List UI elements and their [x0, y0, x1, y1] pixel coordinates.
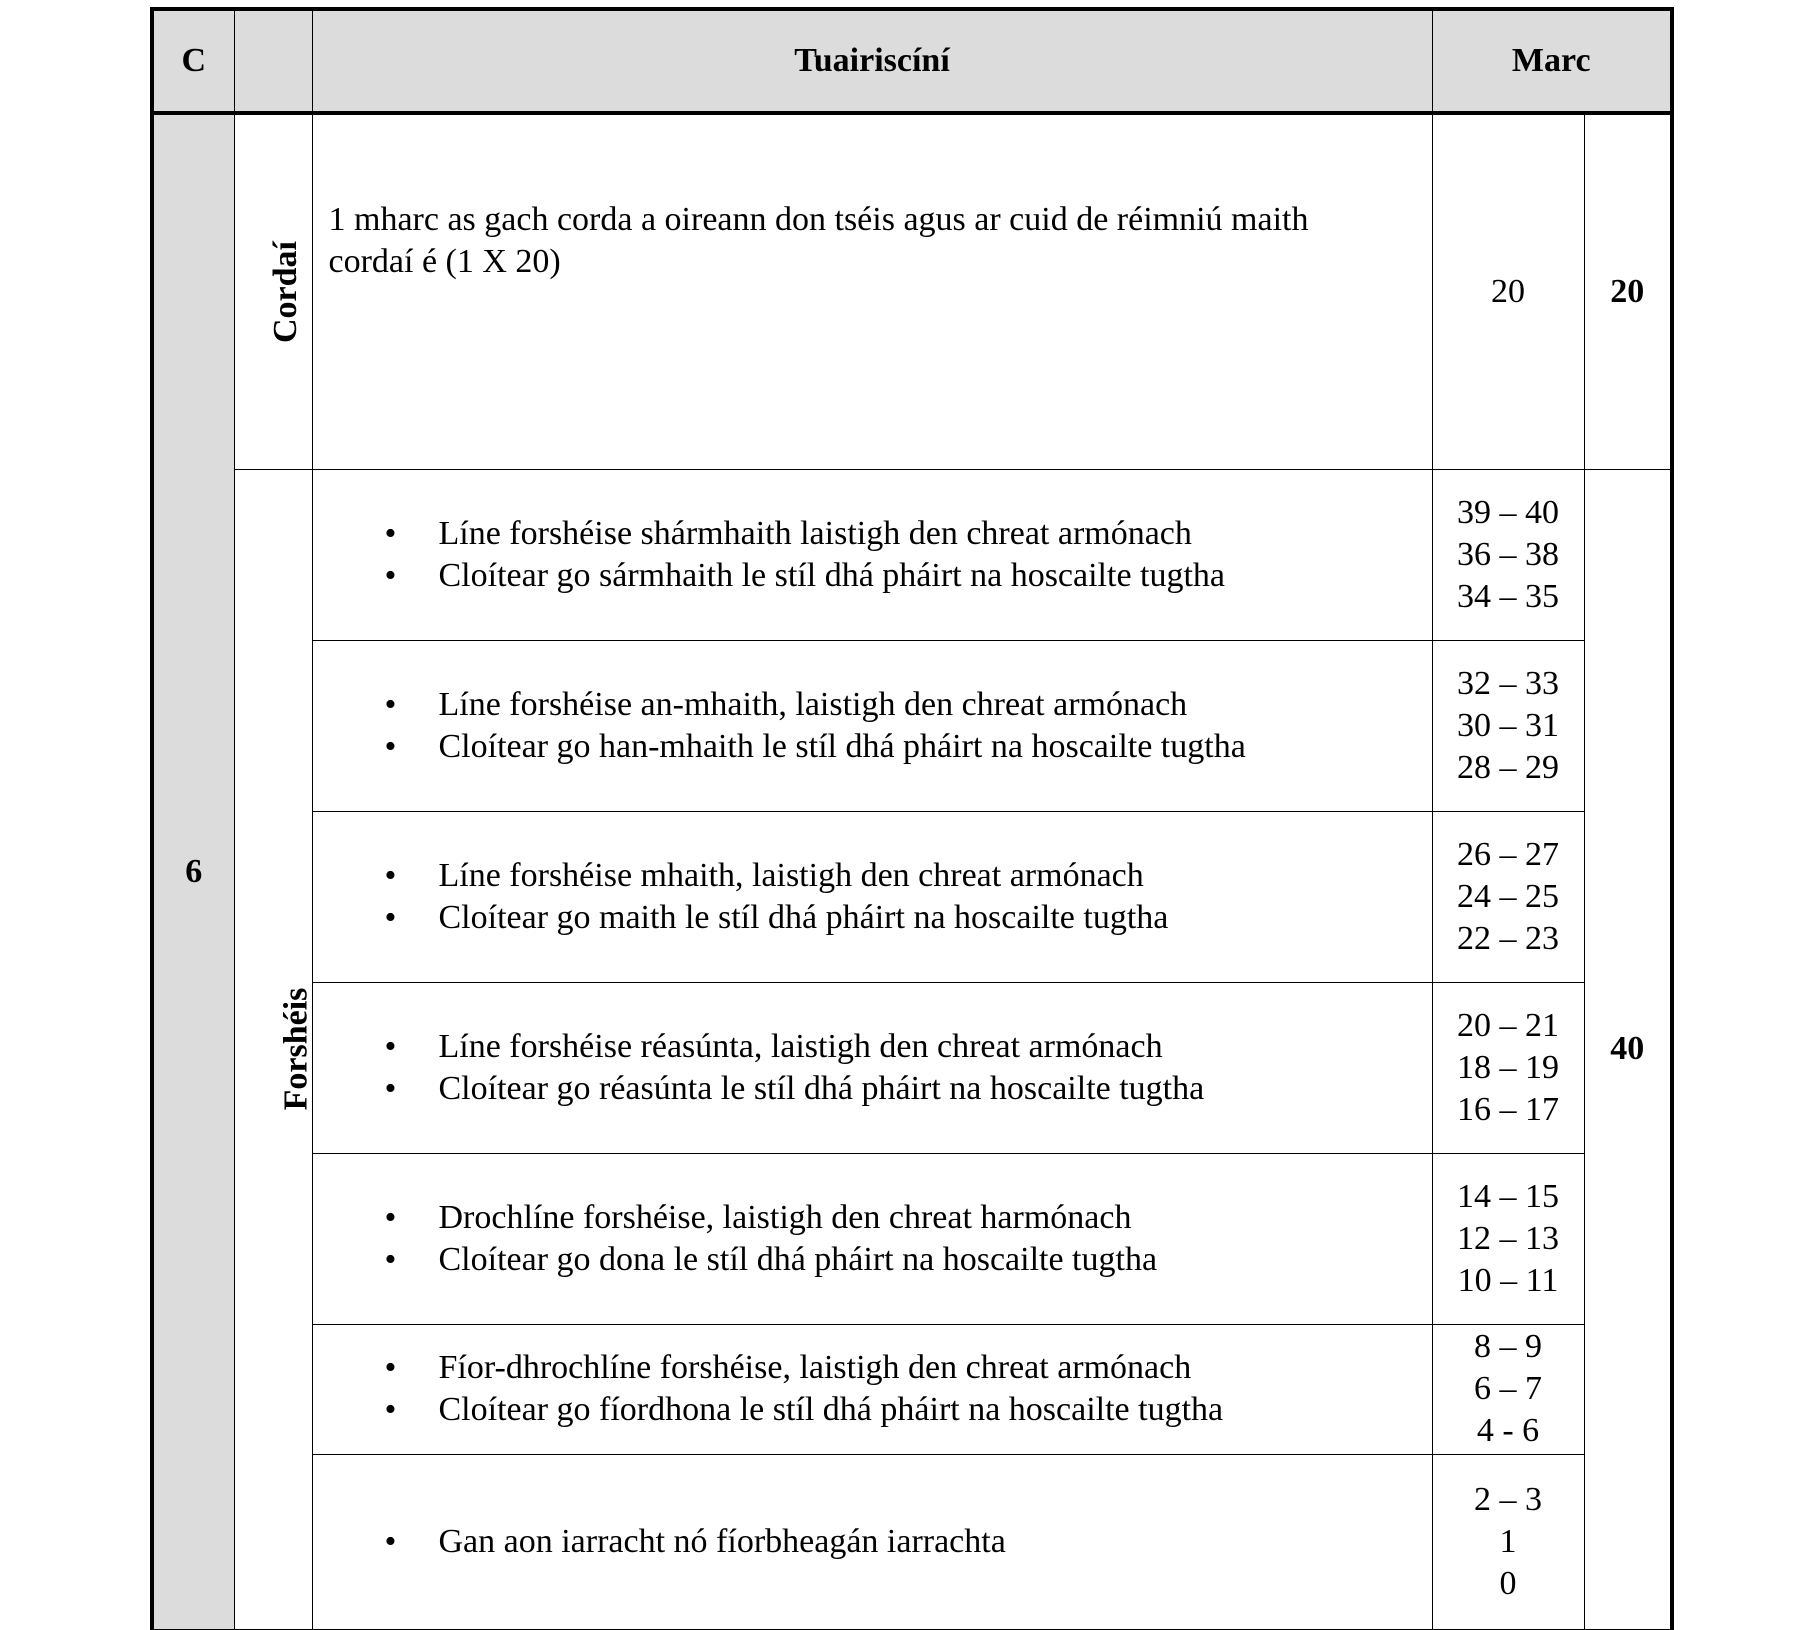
list-item: • Líne forshéise an-mhaith, laistigh den chreat armónach [439, 684, 1432, 726]
description-cell [312, 469, 1432, 640]
list-item: • Cloítear go réasúnta le stíl dhá pháirt na hoscailte tugtha [439, 1068, 1432, 1110]
list-item: • Líne forshéise shármhaith laistigh den chreat armónach [439, 513, 1432, 555]
header-marks: Marc [1432, 9, 1672, 113]
question-number: 6 [152, 113, 234, 1629]
description-cell [312, 1454, 1432, 1629]
mark-range: 1 [1499, 1522, 1517, 1560]
marking-scheme-table [150, 7, 1674, 1630]
mark-range: 14 – 15 [1457, 1177, 1559, 1215]
section-forsheis [234, 469, 312, 1629]
mark-range: 28 – 29 [1457, 748, 1559, 786]
list-item: • Cloítear go dona le stíl dhá pháirt na hoscailte tugtha [439, 1239, 1432, 1281]
list-item: • Drochlíne forshéise, laistigh den chreat harmónach [439, 1197, 1432, 1239]
section-label: Cordaí [266, 240, 304, 343]
mark-range: 2 – 3 [1474, 1480, 1542, 1518]
mark-value: 20 [1491, 272, 1525, 310]
mark-cell [1432, 1324, 1584, 1454]
table-row [152, 1153, 1672, 1324]
mark-range: 0 [1499, 1564, 1517, 1602]
mark-range: 10 – 11 [1457, 1261, 1559, 1299]
mark-range: 24 – 25 [1457, 877, 1559, 915]
mark-range: 32 – 33 [1457, 664, 1559, 702]
bullet-list [313, 1026, 1432, 1110]
mark-range: 36 – 38 [1457, 535, 1559, 573]
bullet-list [313, 1197, 1432, 1281]
mark-range: 26 – 27 [1457, 835, 1559, 873]
table-row [152, 811, 1672, 982]
table-row [152, 469, 1672, 640]
table-header-row [152, 9, 1672, 113]
section-total: 20 [1584, 113, 1672, 469]
table-row [152, 1454, 1672, 1629]
mark-range: 16 – 17 [1457, 1090, 1559, 1128]
mark-range: 18 – 19 [1457, 1048, 1559, 1086]
description-cell [312, 640, 1432, 811]
list-item: • Cloítear go fíordhona le stíl dhá pháirt na hoscailte tugtha [439, 1389, 1432, 1431]
mark-range: 22 – 23 [1457, 919, 1559, 957]
description-cell [312, 113, 1432, 469]
section-cordai [234, 113, 312, 469]
mark-range: 4 - 6 [1476, 1412, 1540, 1449]
table-row [152, 113, 1672, 469]
list-item: • Líne forshéise mhaith, laistigh den chreat armónach [439, 855, 1432, 897]
list-item: • Cloítear go maith le stíl dhá pháirt na hoscailte tugtha [439, 897, 1432, 939]
description-text: 1 mharc as gach corda a oireann don tséis agus ar cuid de réimniú maith cordaí é (1 X 20) [328, 201, 1309, 280]
bullet-list [313, 1347, 1432, 1431]
bullet-list [313, 1521, 1432, 1563]
description-cell [312, 1324, 1432, 1454]
list-item: • Líne forshéise réasúnta, laistigh den chreat armónach [439, 1026, 1432, 1068]
table-row [152, 1324, 1672, 1454]
description-cell [312, 811, 1432, 982]
header-question: C [152, 9, 234, 113]
marking-scheme-page [150, 7, 1670, 1622]
header-section [234, 9, 312, 113]
mark-cell [1432, 113, 1584, 469]
bullet-list [313, 684, 1432, 768]
mark-range: 12 – 13 [1457, 1219, 1559, 1257]
mark-cell [1432, 469, 1584, 640]
mark-cell [1432, 1153, 1584, 1324]
mark-range: 34 – 35 [1457, 577, 1559, 615]
bullet-list [313, 513, 1432, 597]
header-descriptions: Tuairiscíní [312, 9, 1432, 113]
table-row [152, 640, 1672, 811]
mark-range: 8 – 9 [1474, 1328, 1542, 1365]
mark-range: 6 – 7 [1474, 1370, 1542, 1407]
mark-cell [1432, 982, 1584, 1153]
mark-cell [1432, 640, 1584, 811]
table-row [152, 982, 1672, 1153]
section-label: Forshéis [276, 987, 314, 1111]
list-item: • Cloítear go han-mhaith le stíl dhá pháirt na hoscailte tugtha [439, 726, 1432, 768]
description-cell [312, 982, 1432, 1153]
mark-cell [1432, 811, 1584, 982]
section-total: 40 [1584, 469, 1672, 1629]
mark-range: 20 – 21 [1457, 1006, 1559, 1044]
mark-range: 39 – 40 [1457, 493, 1559, 531]
bullet-list [313, 855, 1432, 939]
description-cell [312, 1153, 1432, 1324]
mark-range: 30 – 31 [1457, 706, 1559, 744]
list-item: • Fíor-dhrochlíne forshéise, laistigh den chreat armónach [439, 1347, 1432, 1389]
list-item: • Gan aon iarracht nó fíorbheagán iarrachta [439, 1521, 1432, 1563]
mark-cell [1432, 1454, 1584, 1629]
list-item: • Cloítear go sármhaith le stíl dhá pháirt na hoscailte tugtha [439, 555, 1432, 597]
